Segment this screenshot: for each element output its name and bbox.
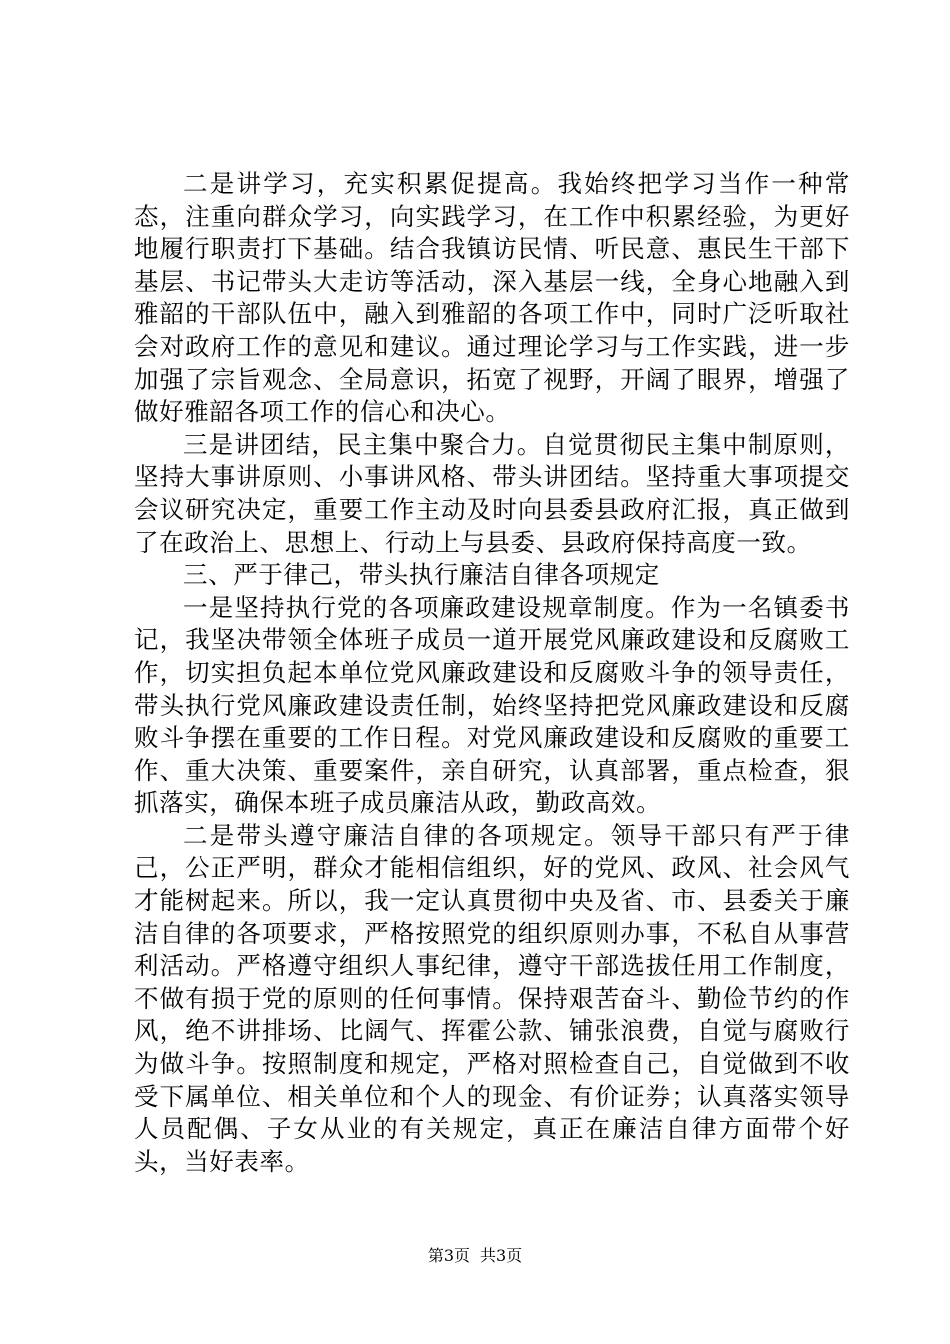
section-heading-self-discipline: 三、严于律己，带头执行廉洁自律各项规定 (183, 560, 660, 590)
paragraph-study: 二是讲学习，充实积累促提高。我始终把学习当作一种常态，注重向群众学习，向实践学习，在工作中积累经验，为更好地履行职责打下基础。结合我镇访民情、听民意、惠民生干部下基层、书记带头大走访等活动，深入基层一线，全身心地融入到雅韶的干部队伍中，融入到雅韶的各项工作中，同时广泛听取社会对政府工作的意见和建议。通过理论学习与工作实践，进一步加强了宗旨观念、全局意识，拓宽了视野，开阔了眼界，增强了做好雅韶各项工作的信心和决心。 (134, 169, 850, 427)
page-footer (0, 1246, 950, 1266)
paragraph-self-discipline-rules: 二是带头遵守廉洁自律的各项规定。领导干部只有严于律己，公正严明，群众才能相信组织，好的党风、政风、社会风气才能树起来。所以，我一定认真贯彻中央及省、市、县委关于廉洁自律的各项要求，严格按照党的组织原则办事，不私自从事营利活动。严格遵守组织人事纪律，遵守干部选拔任用工作制度，不做有损于党的原则的任何事情。保持艰苦奋斗、勤俭节约的作风，绝不讲排场、比阔气、挥霍公款、铺张浪费，自觉与腐败行为做斗争。按照制度和规定，严格对照检查自己，自觉做到不收受下属单位、相关单位和个人的现金、有价证券；认真落实领导人员配偶、子女从业的有关规定，真正在廉洁自律方面带个好头，当好表率。 (134, 820, 850, 1176)
paragraph-unity: 三是讲团结，民主集中聚合力。自觉贯彻民主集中制原则，坚持大事讲原则、小事讲风格、带头讲团结。坚持重大事项提交会议研究决定，重要工作主动及时向县委县政府汇报，真正做到了在政治上、思想上、行动上与县委、县政府保持高度一致。 (134, 429, 850, 557)
paragraph-integrity-rules: 一是坚持执行党的各项廉政建设规章制度。作为一名镇委书记，我坚决带领全体班子成员一道开展党风廉政建设和反腐败工作，切实担负起本单位党风廉政建设和反腐败斗争的领导责任，带头执行党风廉政建设责任制，始终坚持把党风廉政建设和反腐败斗争摆在重要的工作日程。对党风廉政建设和反腐败的重要工作、重大决策、重要案件，亲自研究，认真部署，重点检查，狠抓落实，确保本班子成员廉洁从政，勤政高效。 (134, 592, 850, 818)
page-total: 共3页 (480, 1246, 523, 1265)
document-body (134, 168, 850, 1178)
page-number: 第3页 (427, 1246, 470, 1265)
